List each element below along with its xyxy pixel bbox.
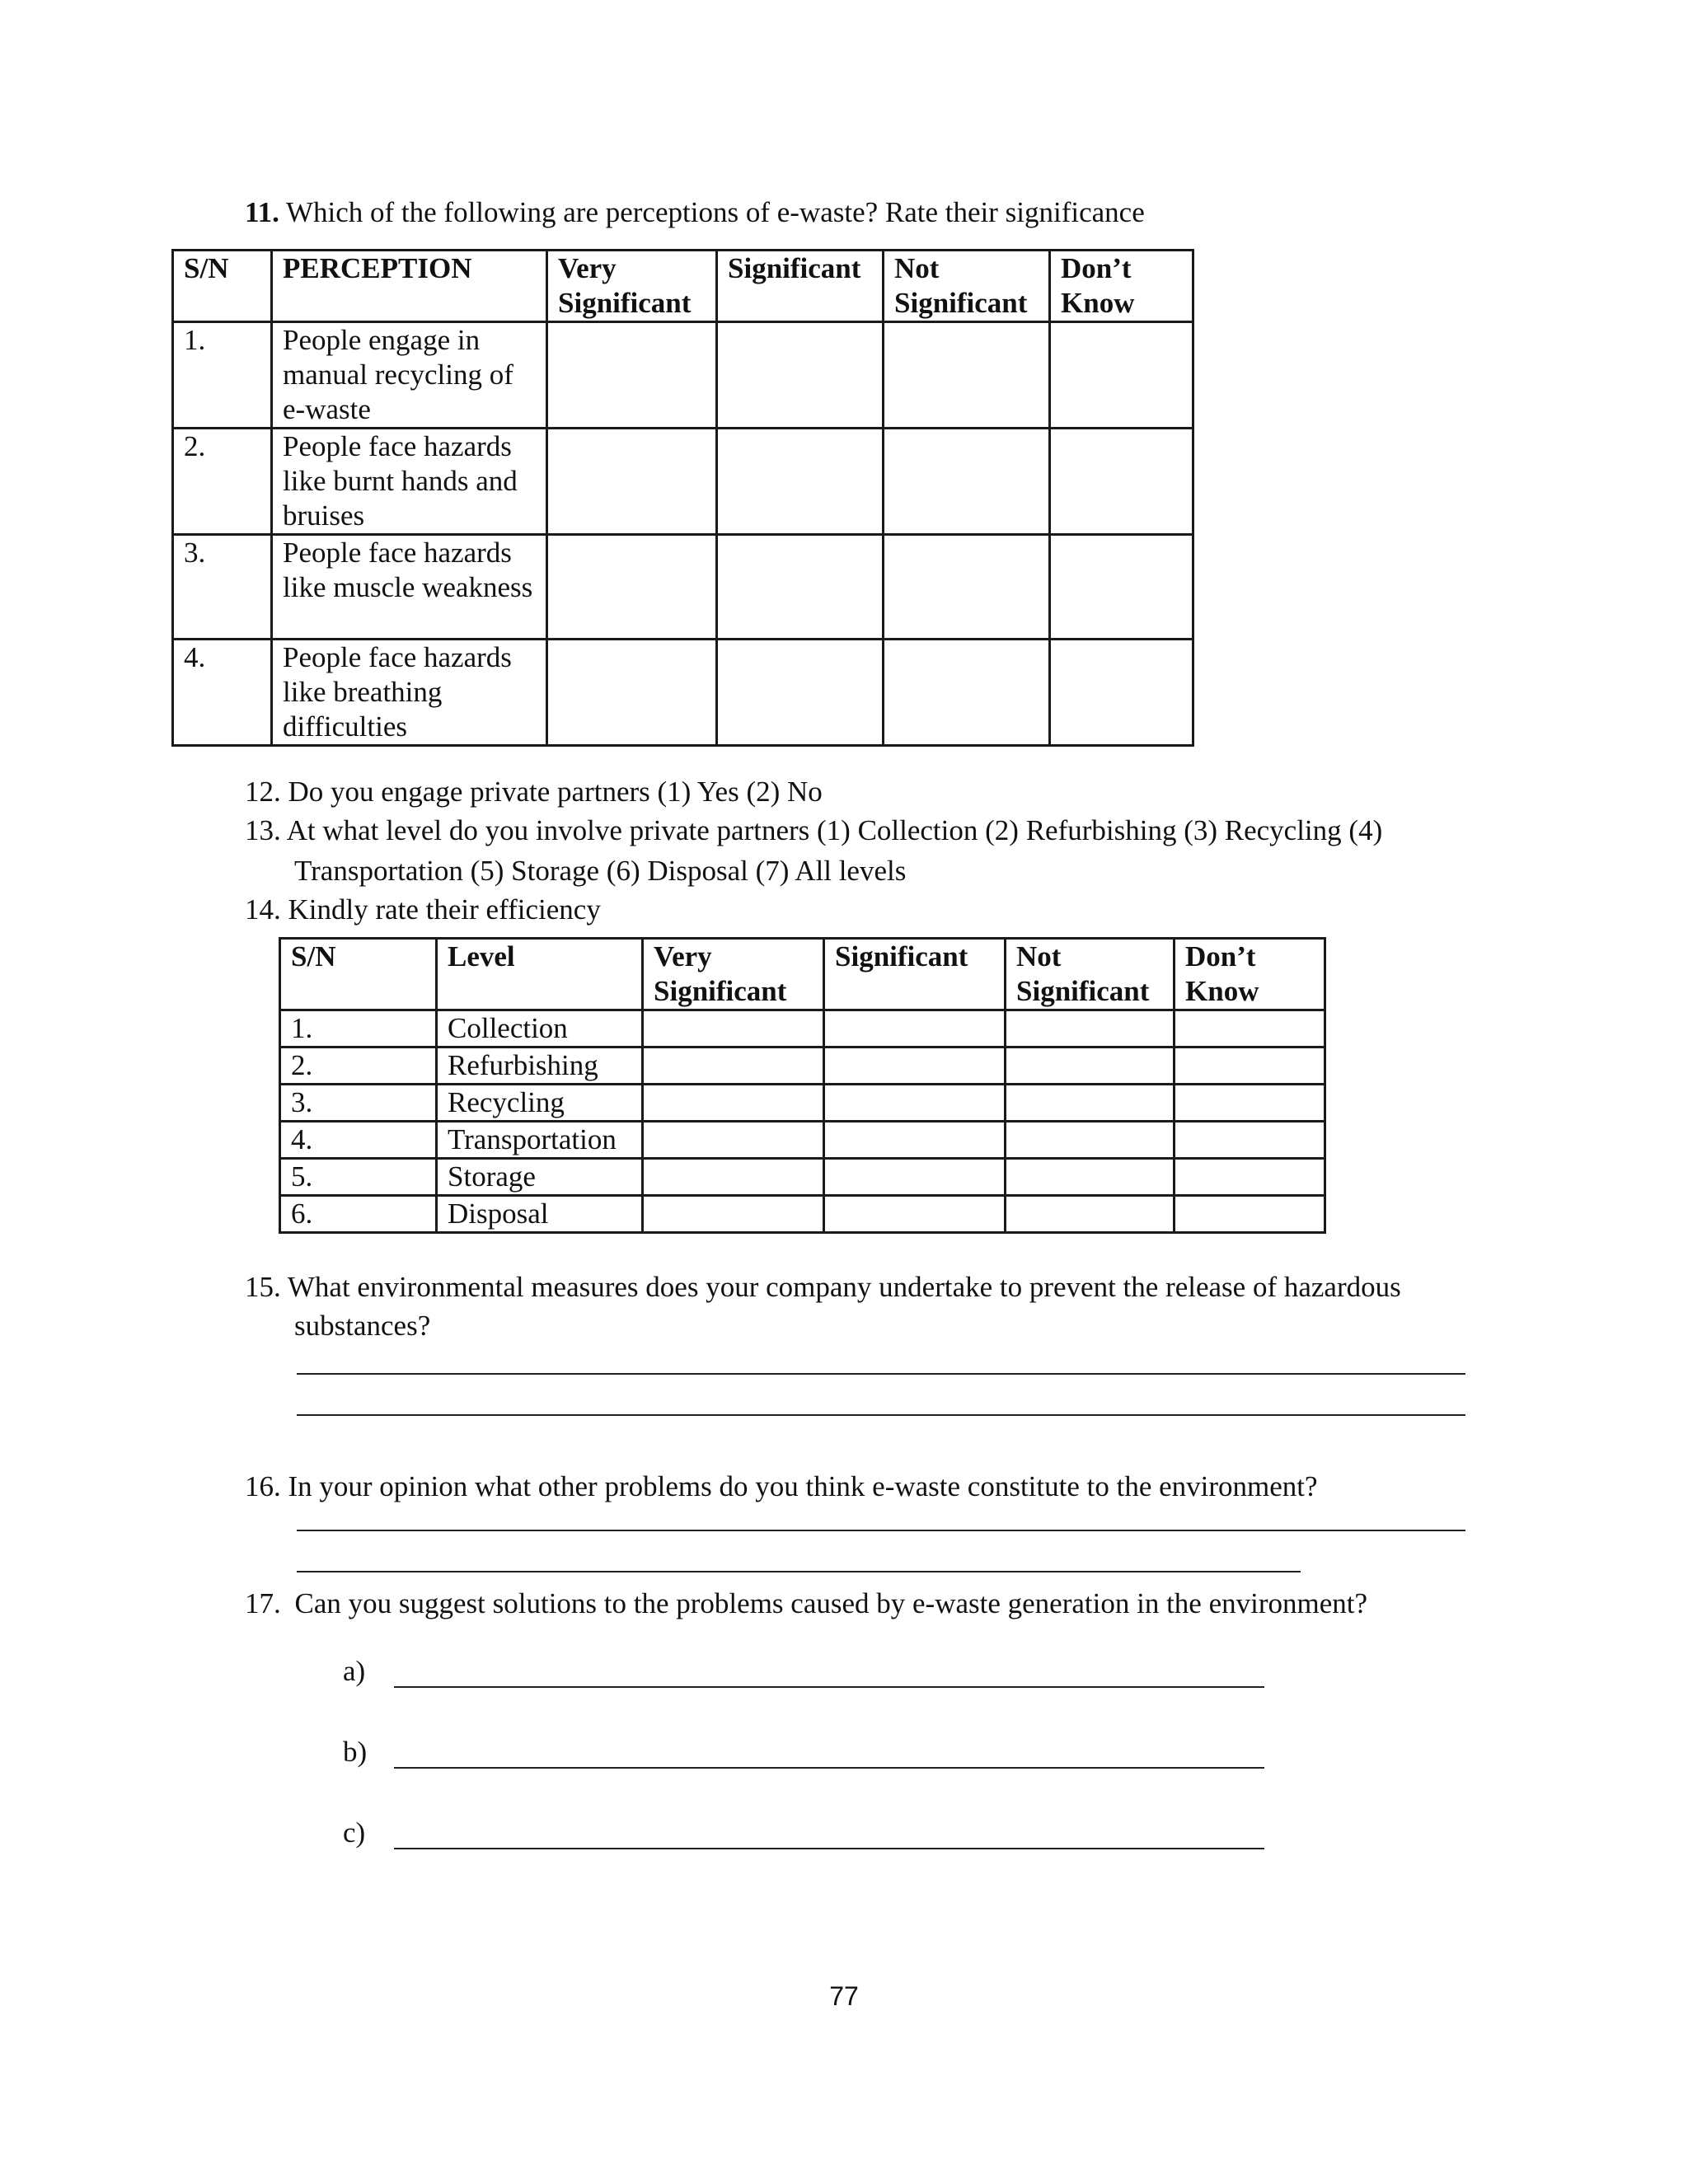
q14-not-significant-cell[interactable] <box>1006 1047 1175 1085</box>
q15-answer-line[interactable] <box>297 1373 1465 1375</box>
q14-significant-cell[interactable] <box>824 1085 1006 1122</box>
q11-header-not-significant: Not Significant <box>884 251 1050 322</box>
q15-answer-line[interactable] <box>297 1414 1465 1416</box>
q11-table <box>171 249 1194 747</box>
q14-not-significant-cell[interactable] <box>1006 1085 1175 1122</box>
q17-option-a-label: a) <box>343 1655 366 1687</box>
q14-dont-know-cell[interactable] <box>1175 1010 1325 1047</box>
q11-sn-cell: 1. <box>173 322 272 429</box>
q14-table <box>279 937 1326 1234</box>
q11-dont-know-cell[interactable] <box>1050 535 1193 640</box>
q15-text-line2: substances? <box>294 1310 431 1342</box>
q11-very-significant-cell[interactable] <box>547 535 717 640</box>
q14-sn-cell: 5. <box>280 1159 437 1196</box>
q14-dont-know-cell[interactable] <box>1175 1159 1325 1196</box>
q14-sn-cell: 1. <box>280 1010 437 1047</box>
q11-not-significant-cell[interactable] <box>884 322 1050 429</box>
q11-very-significant-cell[interactable] <box>547 322 717 429</box>
q11-perception-cell: People face hazards like burnt hands and bruises <box>272 429 547 535</box>
q14-header-very-significant: Very Significant <box>643 939 824 1010</box>
q17-option-b-label: b) <box>343 1736 368 1768</box>
q16-answer-line[interactable] <box>297 1530 1465 1531</box>
q14-dont-know-cell[interactable] <box>1175 1122 1325 1159</box>
table-row <box>280 1196 1325 1233</box>
q14-dont-know-cell[interactable] <box>1175 1196 1325 1233</box>
table-row <box>280 1010 1325 1047</box>
q17-prompt <box>245 1584 1367 1624</box>
q11-perception-cell: People engage in manual recycling of e-waste <box>272 322 547 429</box>
q14-header-dont-know: Don’t Know <box>1175 939 1325 1010</box>
table-row <box>173 322 1193 429</box>
q14-header-sn: S/N <box>280 939 437 1010</box>
q14-significant-cell[interactable] <box>824 1010 1006 1047</box>
table-row <box>280 1122 1325 1159</box>
q11-significant-cell[interactable] <box>717 535 884 640</box>
q11-sn-cell: 4. <box>173 640 272 746</box>
q14-significant-cell[interactable] <box>824 1122 1006 1159</box>
q14-very-significant-cell[interactable] <box>643 1010 824 1047</box>
q14-very-significant-cell[interactable] <box>643 1196 824 1233</box>
q11-very-significant-cell[interactable] <box>547 429 717 535</box>
table-row <box>280 1159 1325 1196</box>
q15-prompt <box>245 1268 1401 1307</box>
q14-dont-know-cell[interactable] <box>1175 1085 1325 1122</box>
q11-very-significant-cell[interactable] <box>547 640 717 746</box>
q11-not-significant-cell[interactable] <box>884 429 1050 535</box>
q12-prompt <box>245 772 823 812</box>
q11-text: Which of the following are perceptions of e-waste? Rate their significance <box>285 196 1145 228</box>
q14-significant-cell[interactable] <box>824 1196 1006 1233</box>
q14-prompt <box>245 890 601 930</box>
page-number: 77 <box>829 1981 859 2011</box>
q11-not-significant-cell[interactable] <box>884 640 1050 746</box>
q14-sn-cell: 3. <box>280 1085 437 1122</box>
q14-very-significant-cell[interactable] <box>643 1159 824 1196</box>
q14-significant-cell[interactable] <box>824 1047 1006 1085</box>
q13-prompt <box>245 811 1382 851</box>
q11-sn-cell: 2. <box>173 429 272 535</box>
q17-text: Can you suggest solutions to the problems caused by e-waste generation in the environment? <box>294 1587 1368 1619</box>
q14-very-significant-cell[interactable] <box>643 1047 824 1085</box>
q11-header-row <box>173 251 1193 322</box>
q12-text: Do you engage private partners (1) Yes (2) No <box>288 776 823 808</box>
q17-option-b-answer-line[interactable] <box>394 1767 1264 1769</box>
q16-answer-line[interactable] <box>297 1571 1301 1572</box>
q12-number: 12. <box>245 776 281 808</box>
q14-very-significant-cell[interactable] <box>643 1085 824 1122</box>
q14-very-significant-cell[interactable] <box>643 1122 824 1159</box>
q14-level-cell: Storage <box>437 1159 643 1196</box>
q11-header-dont-know: Don’t Know <box>1050 251 1193 322</box>
q11-header-very-significant: Very Significant <box>547 251 717 322</box>
q11-not-significant-cell[interactable] <box>884 535 1050 640</box>
q14-sn-cell: 6. <box>280 1196 437 1233</box>
q14-level-cell: Collection <box>437 1010 643 1047</box>
q17-option-a-answer-line[interactable] <box>394 1686 1264 1688</box>
q11-header-sn: S/N <box>173 251 272 322</box>
q14-sn-cell: 2. <box>280 1047 437 1085</box>
q11-header-perception: PERCEPTION <box>272 251 547 322</box>
q13-text-line1: At what level do you involve private partners (1) Collection (2) Refurbishing (3) Recycling (4) <box>286 814 1383 846</box>
q14-level-cell: Transportation <box>437 1122 643 1159</box>
q14-header-significant: Significant <box>824 939 1006 1010</box>
q11-perception-cell: People face hazards like muscle weakness <box>272 535 547 640</box>
q14-level-cell: Disposal <box>437 1196 643 1233</box>
q14-level-cell: Refurbishing <box>437 1047 643 1085</box>
table-row <box>280 1047 1325 1085</box>
q14-not-significant-cell[interactable] <box>1006 1010 1175 1047</box>
q11-dont-know-cell[interactable] <box>1050 429 1193 535</box>
q14-text: Kindly rate their efficiency <box>288 893 601 926</box>
q11-significant-cell[interactable] <box>717 322 884 429</box>
q14-significant-cell[interactable] <box>824 1159 1006 1196</box>
table-row <box>173 640 1193 746</box>
q14-dont-know-cell[interactable] <box>1175 1047 1325 1085</box>
q14-header-level: Level <box>437 939 643 1010</box>
q15-text-line1: What environmental measures does your company undertake to prevent the release of hazardous <box>287 1271 1401 1303</box>
q14-header-row <box>280 939 1325 1010</box>
q17-option-c-answer-line[interactable] <box>394 1848 1264 1849</box>
q14-not-significant-cell[interactable] <box>1006 1159 1175 1196</box>
q14-level-cell: Recycling <box>437 1085 643 1122</box>
q14-not-significant-cell[interactable] <box>1006 1122 1175 1159</box>
q17-option-c-label: c) <box>343 1816 366 1849</box>
q11-prompt <box>245 193 1145 232</box>
table-row <box>280 1085 1325 1122</box>
q14-number: 14. <box>245 893 281 926</box>
q11-significant-cell[interactable] <box>717 640 884 746</box>
q11-header-significant: Significant <box>717 251 884 322</box>
q13-number: 13. <box>245 814 281 846</box>
q14-header-not-significant: Not Significant <box>1006 939 1175 1010</box>
q13-text-line2: Transportation (5) Storage (6) Disposal (7) All levels <box>294 855 907 887</box>
q14-not-significant-cell[interactable] <box>1006 1196 1175 1233</box>
q14-sn-cell: 4. <box>280 1122 437 1159</box>
q11-number: 11. <box>245 196 279 228</box>
table-row <box>173 535 1193 640</box>
q11-dont-know-cell[interactable] <box>1050 322 1193 429</box>
q16-prompt <box>245 1467 1318 1507</box>
q16-text: In your opinion what other problems do you think e-waste constitute to the environment? <box>288 1470 1318 1502</box>
q11-sn-cell: 3. <box>173 535 272 640</box>
q17-number: 17. <box>245 1587 281 1619</box>
q11-dont-know-cell[interactable] <box>1050 640 1193 746</box>
q11-perception-cell: People face hazards like breathing difficulties <box>272 640 547 746</box>
q16-number: 16. <box>245 1470 281 1502</box>
q15-number: 15. <box>245 1271 281 1303</box>
table-row <box>173 429 1193 535</box>
q11-significant-cell[interactable] <box>717 429 884 535</box>
